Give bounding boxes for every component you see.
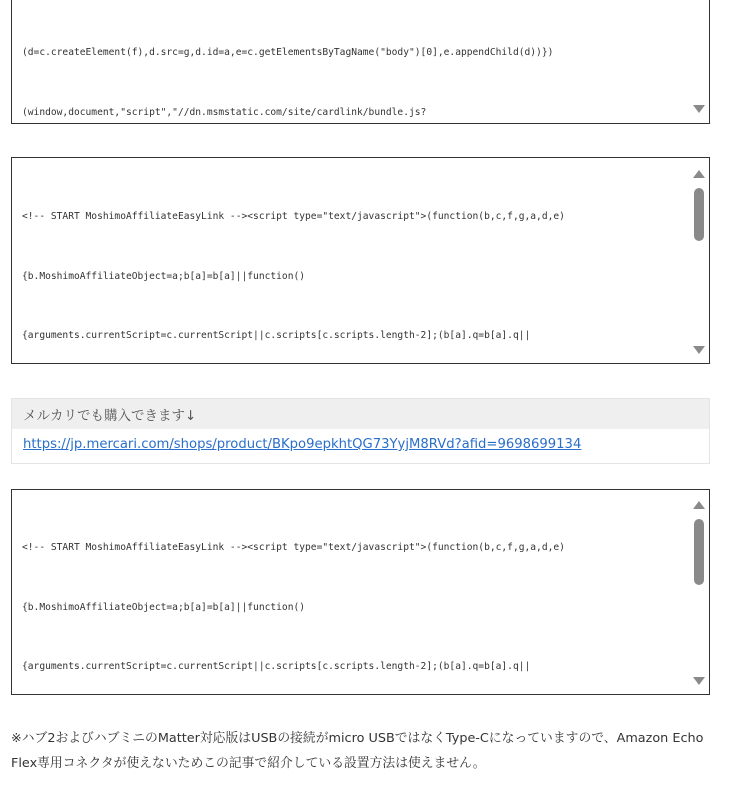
code-line: {b.MoshimoAffiliateObject=a;b[a]=b[a]||function() — [22, 270, 306, 282]
code-line: {arguments.currentScript=c.currentScript||c.scripts[c.scripts.length-2];(b[a].q=b[a].q|| — [22, 329, 531, 341]
code-box-2-scrollbar[interactable] — [689, 158, 709, 363]
code-box-2[interactable] — [11, 157, 710, 364]
code-line: (d=c.createElement(f),d.src=g,d.id=a,e=c.getElementsByTagName("body")[0],e.appendChild(d))}) — [22, 47, 554, 59]
code-box-3[interactable] — [11, 489, 710, 695]
note-paragraph: ※ハブ2およびハブミニのMatter対応版はUSBの接続がmicro USBではなくType-Cになっていますので、Amazon Echo Flex専用コネクタが使えないためこの記事で紹介している設置方法は使えません。 — [11, 731, 704, 771]
code-line: (window,document,"script","//dn.msmstatic.com/site/cardlink/bundle.js? — [22, 106, 427, 118]
code-box-1-text — [22, 4, 683, 124]
scroll-up-arrow-icon[interactable] — [693, 501, 705, 509]
scroll-down-arrow-icon[interactable] — [693, 677, 705, 685]
code-line: <!-- START MoshimoAffiliateEasyLink --><script type="text/javascript">(function(b,c,f,g,a,d,e) — [22, 211, 565, 223]
code-box-3-scrollbar[interactable] — [689, 490, 709, 694]
code-line: {arguments.currentScript=c.currentScript||c.scripts[c.scripts.length-2];(b[a].q=b[a].q|| — [22, 660, 531, 672]
scroll-down-arrow-icon[interactable] — [693, 346, 705, 354]
code-line: <!-- START MoshimoAffiliateEasyLink --><script type="text/javascript">(function(b,c,f,g,a,d,e) — [22, 542, 565, 554]
mercari-box — [11, 398, 710, 464]
code-line: {b.MoshimoAffiliateObject=a;b[a]=b[a]||function() — [22, 601, 306, 613]
mercari-heading: メルカリでも購入できます↓ — [12, 399, 709, 429]
scrollbar-thumb[interactable] — [694, 519, 704, 585]
mercari-link[interactable]: https://jp.mercari.com/shops/product/BKpo9epkhtQG73YyjM8RVd?afid=9698699134 — [23, 437, 582, 452]
code-box-1-scrollbar[interactable] — [689, 0, 709, 123]
code-box-3-text — [22, 499, 683, 695]
code-box-1[interactable] — [11, 0, 710, 124]
scroll-down-arrow-icon[interactable] — [693, 105, 705, 113]
scroll-up-arrow-icon[interactable] — [693, 170, 705, 178]
code-box-2-text — [22, 168, 683, 364]
scrollbar-thumb[interactable] — [694, 188, 704, 241]
